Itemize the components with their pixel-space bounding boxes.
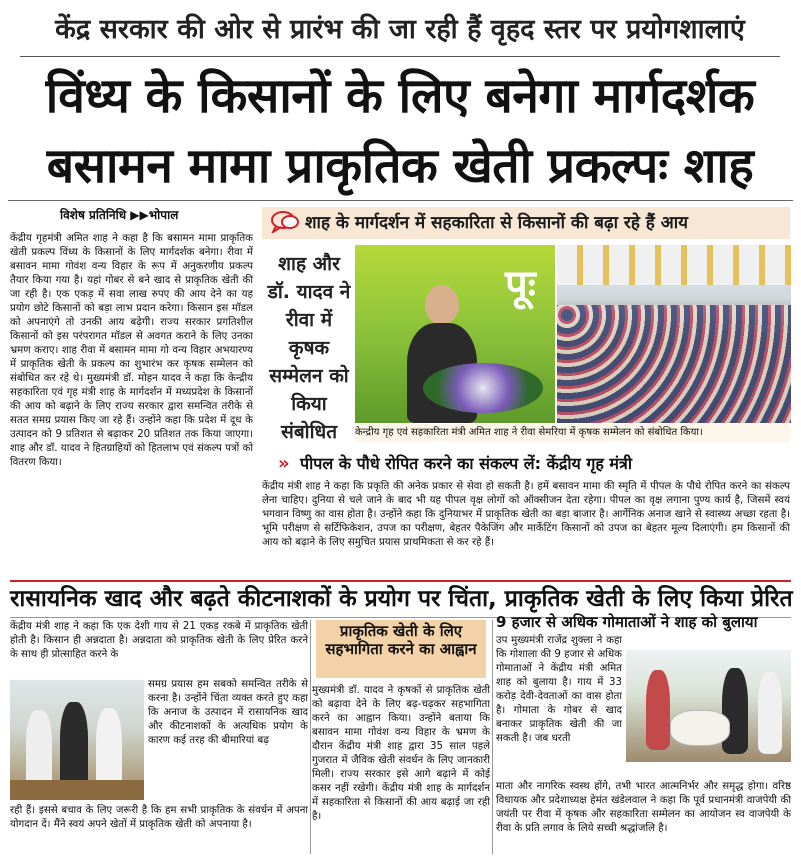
story-4-text: मुख्यमंत्री डॉ. यादव ने कृषकों से प्राकृतिक खेती को बढ़ावा देने के लिए बढ़-चढ़कर सहभागिता करने का आह्वान किया। उन्होंने बताया कि बसावन मामा गोवंश वन्य विहार के भ्रमण के दौरान केंद्रीय मंत्री शाह द्वारा 35 साल पहले गुजरात में जैविक खेती संवर्धन के लिए जानकारी मिली। राज्य सरकार इसे आगे बढ़ाने में कोई कसर नहीं रखेगी। केंद्रीय मंत्री शाह के मार्गदर्शन में सहकारिता से किसानों की आय बढ़ाई जा रही है।	[312, 685, 490, 822]
soil-ground	[10, 780, 144, 800]
speech-bubble-icon	[270, 209, 300, 233]
story-5-bottom: माता और नागरिक स्वस्थ होंगे, तभी भारत आत्मनिर्भर और समृद्ध होगा। वरिष्ठ विधायक और प्रदेशाध्यक्ष हेमंत खंडेलवाल ने कहा कि पूर्व प्रधानमंत्री वाजपेयी की जयंती पर रीवा में कृषक और सहकारिता सम्मेलन का आयोजन स्व वाजपेयी के रीवा के प्रति लगाव के लिये सच्ची श्रद्धांजलि है।	[496, 781, 791, 834]
box-headline: प्राकृतिक खेती के लिए सहभागिता करने का आह्वान	[316, 620, 486, 678]
story-3-side: समग्र प्रयास हम सबको समन्वित तरीके से करना है। उन्होंने चिंता व्यक्त करते हुए कहा कि अनाज के उत्पादन में रासायनिक खाद और कीटनाशकों के अत्यधिक प्रयोग के कारण कई तरह की बीमारियां बढ़	[148, 679, 308, 746]
person-figure	[60, 702, 88, 792]
person-figure	[646, 670, 670, 750]
cow-figure	[670, 710, 730, 746]
person-figure	[722, 668, 748, 754]
cow-photo	[626, 650, 791, 762]
flower-bouquet	[423, 363, 543, 413]
tent-roof	[557, 245, 791, 285]
column-divider	[492, 620, 493, 854]
plantation-photo	[10, 680, 144, 800]
byline: विशेष प्रतिनिधि ▶▶भोपाल	[60, 208, 179, 222]
stage-banner-text: पूः	[505, 262, 536, 308]
story-2-text: केंद्रीय मंत्री शाह ने कहा कि प्रकृति की अनेक प्रकार से सेवा हो सकती है। हमें बसावन मामा की स्मृति में पीपल के पौधे रोपित करने का संकल्प लेना चाहिए। दुनिया से चले जाने के बाद भी यह पीपल वृक्ष लोगों को ऑक्सीजन देता रहेगा। पीपल का वृक्ष लगाना पुण्य कार्य है, जिसमें स्वयं भगवान विष्णु का वास होता है। उन्होंने कहा कि दुनियाभर में प्राकृतिक खेती का बड़ा बाजार है। आर्गेनिक अनाज खाने से स्वास्थ्य अच्छा रहता है। भूमि परीक्षण से सर्टिफिकेशन, उपज का परीक्षण, बेहतर पैकेजिंग और मार्केटिंग किसानों को उपज का बेहतर मूल्य दिलाएंगी। हम किसानों की आय को बढ़ाने के लिए समुचित प्रयास प्राथमिकता से कर रहे हैं।	[262, 481, 790, 548]
headline-line-1: विंध्य के किसानों के लिए बनेगा मार्गदर्शक	[45, 68, 755, 124]
subhead-2: पीपल के पौधे रोपित करने का संकल्प लें: केंद्रीय गृह मंत्री	[300, 454, 632, 473]
person-figure	[26, 710, 52, 790]
speaker-photo	[355, 245, 555, 423]
speaker-head	[425, 285, 459, 325]
kicker-line: केंद्र सरकार की ओर से प्रारंभ की जा रही हैं वृहद स्तर पर प्रयोगशालाएं	[20, 4, 780, 57]
story-5-top: उप मुख्यमंत्री राजेंद्र शुक्ला ने कहा कि गोशाला की 9 हजार से अधिक गोमाताओं ने केंद्रीय मंत्री अमित शाह को बुलाया है। गाय में 33 करोड़ देवी-देवताओं का वास होता है। गोमाता के गोबर से खाद बनाकर प्राकृतिक खेती की जा सकती है। जब धरती	[496, 635, 622, 744]
audience-photo	[557, 245, 791, 423]
column-divider	[310, 620, 311, 854]
photo-side-caption: शाह और डॉ. यादव ने रीवा में कृषक सम्मेलन को किया संबोधित	[267, 253, 351, 443]
headline-line-2: बसामन मामा प्राकृतिक खेती प्रकल्पः शाह	[46, 138, 754, 194]
seated-crowd	[557, 305, 791, 423]
double-chevron-icon: »	[278, 453, 290, 474]
subhead: शाह के मार्गदर्शन में सहकारिता से किसानों की बढ़ा रहे हैं आय	[305, 213, 688, 233]
photo-caption: केन्द्रीय गृह एवं सहकारिता मंत्री अमित शाह ने रीवा सेमरिया में कृषक सम्मेलन को संबोधित किया।	[355, 424, 791, 442]
lead-story-text: केंद्रीय गृहमंत्री अमित शाह ने कहा है कि बसामन मामा प्राकृतिक खेती प्रकल्प विंध्य के किसानों के लिए मार्गदर्शक बनेगा। रीवा में बसावन मामा गोवंश वन्य विहार के रूप में अनुकरणीय प्रकल्प तैयार किया गया है। यहां गोबर से बने खाद से प्राकृतिक खेती की जा रही है। एक एकड़ में सवा लाख रुपए की आय देने का यह प्रयोग छोटे किसानों को बड़ा लाभ प्रदान करेगा। किसान इस मॉडल को अपनाएंगे तो उनकी आय बढ़ेगी। राज्य सरकार प्रगतिशील किसानों को इस परंपरागत मॉडल से अवगत कराने के लिए उनका भ्रमण कराए। शाह रीवा में बसामन मामा गो वन्य विहार अभयारण्य में प्राकृतिक खेती के प्रकल्प का शुभारंभ कर कृषक सम्मेलन को संबोधित कर रहे थे। मुख्यमंत्री डॉ. मोहन यादव ने कहा कि केन्द्रीय सहकारिता एवं गृह मंत्री शाह के मार्गदर्शन में मध्यप्रदेश के किसानों की आय को बढ़ाने के लिए राज्य सरकार द्वारा समन्वित तरीके से सतत समग्र प्रयास किए जा रहे हैं। उन्होंने कहा कि प्रदेश में दूध के उत्पादन को 9 प्रतिशत से बढ़ाकर 20 प्रतिशत तक किया जाएगा। शाह और डॉ. यादव ने हितग्राहियों को हितलाभ एवं संकल्प पत्रों को वितरण किया।	[10, 233, 253, 468]
band-headline-text: रासायनिक खाद और बढ़ते कीटनाशकों के प्रयोग पर चिंता, प्राकृतिक खेती के लिए किया प्रेरित	[10, 586, 793, 612]
person-figure	[758, 672, 782, 754]
story-3-top: केंद्रीय मंत्री शाह ने कहा कि एक देशी गाय से 21 एकड़ रकबे में प्राकृतिक खेती होती है। किसान ही अन्नदाता है। अन्नदाता को प्राकृतिक खेती के लिए प्रेरित करने के साथ ही प्रोत्साहित करने के	[10, 621, 308, 660]
right-column-headline: 9 हजार से अधिक गोमाताओं ने शाह को बुलाया	[496, 613, 758, 631]
story-3-bottom: रही हैं। इससे बचाव के लिए जरूरी है कि हम सभी प्राकृतिक के संवर्धन में अपना योगदान दें। मैंने स्वयं अपने खेतों में प्राकृतिक खेती को अपनाया है।	[10, 805, 308, 830]
divider	[8, 200, 793, 201]
